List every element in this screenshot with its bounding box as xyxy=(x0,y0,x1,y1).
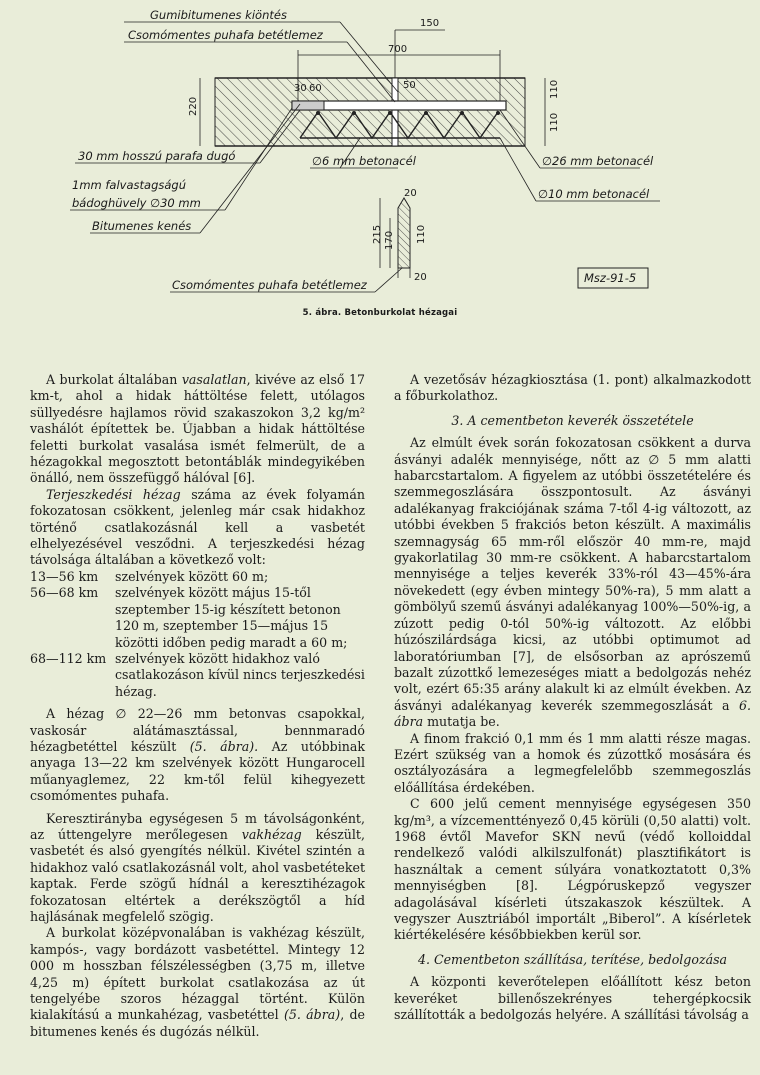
dim-20a: 20 xyxy=(404,188,417,199)
label-puhafa-top: Csomómentes puhafa betétlemez xyxy=(128,28,323,42)
label-hively2: bádoghüvely ∅30 mm xyxy=(72,196,201,210)
insert-detail xyxy=(398,198,410,268)
label-beton6: ∅6 mm betonacél xyxy=(312,154,416,168)
left-paragraph-5: A burkolat középvonalában is vakhézag készült, kampós-, vagy bordázott vasbetéttel. Mintegy 12 000 m hosszban félszélességben (3,75 m, illetve 4,25 m) épített burkolat csatlakozása az út tengelyébe szoros hézaggal történt. Külön kialakítású a munkahézag, vasbetéttel (5. ábra), de bitumenes kenés és dugózás nélkül. xyxy=(30,925,365,1039)
label-beton26: ∅26 mm betonacél xyxy=(542,154,654,168)
label-bitumenes-kenes: Bitumenes kenés xyxy=(92,219,192,233)
dim-110b: 110 xyxy=(549,112,560,132)
list-item: 68—112 km szelvények között hidakhoz való csatlakozáson kívül nincs terjeszkedési hézag. xyxy=(30,650,365,699)
left-paragraph-1: A burkolat általában vasalatlan, kivéve az első 17 km-t, ahol a hidak háttöltése felett, utólagos süllyedésre hajlamos rövid szakaszokon 3,2 kg/m² vashálót építettek be. Újabban a hidak háttöltése feletti burkolat vasalása ismét felmerült, de a hézagokkal megosztott betontáblák mindegyikében önálló, nem összefüggő hálóval [6]. xyxy=(30,372,365,486)
label-parafa: 30 mm hosszú parafa dugó xyxy=(78,149,236,163)
left-paragraph-2: Terjeszkedési hézag száma az évek folyamán fokozatosan csökkent, jelenleg már csak hidakhoz történő csatlakozásnál kell a vasbetét elhelyezésével vesződni. A terjeszkedési hézag távolsága általában a következő volt: xyxy=(30,486,365,568)
left-column xyxy=(30,372,365,1040)
label-gumibitumen: Gumibitumenes kiöntés xyxy=(150,8,287,22)
dim-50: 50 xyxy=(403,80,416,91)
right-paragraph-1: A vezetősáv hézagkiosztása (1. pont) alkalmazkodott a főburkolathoz. xyxy=(394,372,751,404)
dim-60: 60 xyxy=(309,83,322,94)
dim-150: 150 xyxy=(420,18,440,29)
list-item: 56—68 km szelvények között május 15-től szeptember 15-ig készített betonon 120 m, szeptember 15—május 15 közötti időben pedig maradt a 60 m; xyxy=(30,585,348,650)
dim-220: 220 xyxy=(188,96,199,116)
right-paragraph-4: C 600 jelű cement mennyisége egységesen 350 kg/m³, a vízcementtényező 0,45 körüli (0,50 alatti) volt. 1968 évtől Mavefor SKN nevű (védő kolloiddal rendelkező valódi alkilszulfonát) plasztifikátort is használtak a cement súlyára vonatkoztatott 0,3% mennyiségben [8]. Légpóruskepző vegyszer adagolásával kísérleti útszakaszok készültek. A vegyszer Ausztriából importált „Biberol”. A kísérletek kiértékelésére későbbiekben kerül sor. xyxy=(394,796,751,943)
section-heading-4: 4. Cementbeton szállítása, terítése, bedolgozása xyxy=(417,951,728,967)
dim-215: 215 xyxy=(372,224,383,244)
section-heading-3: 3. A cementbeton keverék összetétele xyxy=(451,412,694,428)
dim-700: 700 xyxy=(388,44,408,55)
label-puhafa-bottom: Csomómentes puhafa betétlemez xyxy=(172,278,367,292)
right-paragraph-3: A finom frakció 0,1 mm és 1 mm alatti része magas. Ezért szükség van a homok és zúzottkő mosására és osztályozására a legmegfelelőbb szemmegoszlás előállítása érdekében. xyxy=(394,730,751,795)
dim-110a: 110 xyxy=(549,79,560,99)
joint-figure xyxy=(0,0,760,330)
label-beton10: ∅10 mm betonacél xyxy=(538,187,650,201)
dim-30: 30 xyxy=(294,83,307,94)
right-column xyxy=(394,372,751,1023)
right-paragraph-2: Az elmúlt évek során fokozatosan csökkent a durva ásványi adalék mennyisége, nőtt az ∅ 5 mm alatti habarcstartalom. A figyelem az utóbbi összetételére és szemmegoszlására összpontosult. Az ásványi adalékanyag frakciójának száma 7-től 4-ig változott, az utóbbi években 5 frakciós beton készült. A maximális szemnagyság 65 mm-ről először 40 mm-re, majd gyakorlatilag 30 mm-re csökkent. A habarcstartalom mennyisége a teljes keverék 33%-ról 43—45%-ára növekedett (egy évben mintegy 50%-ra), 5 mm alatt a gömbölyű szemű ásványi adalékanyag 100%—50%-ig, a zúzott pedig 0-tól 50%-ig változott. Az előbbi húzószilárdsága kicsi, az utóbbi optimumot ad laboratóriumban [7], de elsősorban az aprószemű bazalt zúzottkő lemezeséges miatt a bedolgozás nehéz volt, ezért 65:35 arány alakult ki az elmúlt években. Az ásványi adalékanyag keverék szemmegoszlását a 6. ábra mutatja be. xyxy=(394,435,751,730)
figure-caption: 5. ábra. Betonburkolat hézagai xyxy=(302,308,458,318)
left-paragraph-4: Keresztirányba egységesen 5 m távolságonként, az úttengelyre merőlegesen vakhézag készült, vasbetét és alsó gyengítés nélkül. Kivétel szintén a hidakhoz való csatlakozásnál volt, ahol vasbetéteket kaptak. Ferde szögű hídnál a keresztihézagok fokozatosan eltértek a derékszögtől a híd hajlásának megfelelő szögig. xyxy=(30,810,365,924)
list-item: 13—56 km szelvények között 60 m; xyxy=(30,568,269,584)
dim-20b: 20 xyxy=(414,272,427,283)
label-hively1: 1mm falvastagságú xyxy=(72,178,186,192)
left-paragraph-3: A hézag ∅ 22—26 mm betonvas csapokkal, vaskosár alátámasztással, bennmaradó hézagbetéttel készült (5. ábra). Az utóbbinak anyaga 13—22 km szelvények között Hungarocell műanyaglemez, 22 km-től felül kihegyezett csomómentes puhafa. xyxy=(30,706,365,804)
dim-110c: 110 xyxy=(416,224,427,244)
label-code: Msz-91-5 xyxy=(584,271,637,285)
right-paragraph-5: A központi keverőtelepen előállított kész beton keveréket billenőszekrényes tehergépkocsik szállították a bedolgozás helyére. A szállítási távolság a xyxy=(394,974,751,1023)
dim-170: 170 xyxy=(384,230,395,250)
